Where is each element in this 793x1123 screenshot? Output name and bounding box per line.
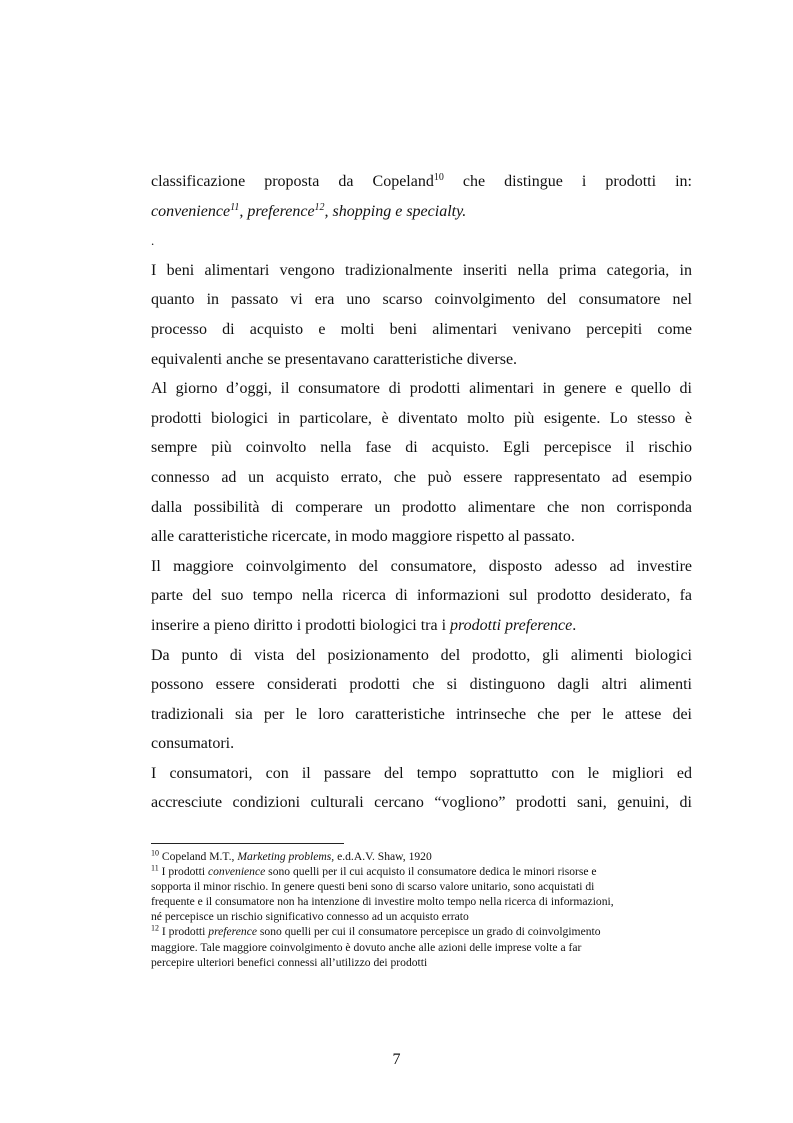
footnote-line: $^{11}$ I prodotti convenience sono quelli per il cui acquisto il consumatore dedica le minori risorse e (151, 863, 597, 879)
text-line: Al giorno d’oggi, il consumatore di prodotti alimentari in genere e quello di (151, 380, 692, 398)
page-number: 7 (392, 1051, 401, 1068)
text-line: processo di acquisto e molti beni alimentari venivano percepiti come (151, 320, 692, 338)
footnote-10 (151, 849, 692, 864)
text-line: parte del suo tempo nella ricerca di informazioni sul prodotto desiderato, fa (151, 587, 692, 605)
text-line: Il maggiore coinvolgimento del consumatore, disposto adesso ad investire (151, 557, 692, 575)
paragraph (151, 641, 692, 759)
text-line: prodotti biologici in particolare, è diventato molto più esigente. Lo stesso è (151, 409, 692, 427)
footnote-ref: 11 (230, 201, 240, 213)
text-line: convenience$^{11}$, preference$^{12}$, shopping e specialty. (151, 201, 467, 220)
footnote-ref: 12 (314, 201, 325, 213)
footnote-ref: 10 (433, 172, 444, 183)
paragraph (151, 256, 692, 374)
text-line: sempre più coinvolto nella fase di acquisto. Egli percepisce il rischio (151, 439, 692, 457)
footnote-11 (151, 864, 692, 924)
text-line: classificazione proposta da Copeland$^{10}$ che distingue i prodotti in: (151, 172, 692, 190)
footnote-separator (151, 843, 344, 844)
text-line: accresciute condizioni culturali cercano “vogliono” prodotti sani, genuini, di (151, 794, 692, 812)
text-line: quanto in passato vi era uno scarso coinvolgimento del consumatore nel (151, 291, 692, 309)
footnote-line: né percepisce un rischio significativo connesso ad un acquisto errato (151, 910, 469, 924)
text-line: Da punto di vista del posizionamento del prodotto, gli alimenti biologici (151, 646, 692, 664)
body-text (151, 167, 692, 818)
text-line: dalla possibilità di comperare un prodotto alimentare che non corrisponda (151, 498, 692, 516)
paragraph (151, 759, 692, 818)
text-line: connesso ad un acquisto errato, che può essere rappresentato ad esempio (151, 468, 692, 486)
footnote-line: sopporta il minor rischio. In genere questi beni sono di scarso valore unitario, sono acquistati di (151, 880, 595, 894)
text-line: inserire a pieno diritto i prodotti biologici tra i prodotti preference. (151, 616, 577, 634)
text-line: I beni alimentari vengono tradizionalmente inseriti nella prima categoria, in (151, 261, 692, 279)
text-line: consumatori. (151, 735, 235, 753)
footnote-line: frequente e il consumatore non ha intenzione di investire molto tempo nella ricerca di informazioni, (151, 895, 614, 909)
text-line: possono essere considerati prodotti che si distinguono dagli altri alimenti (151, 676, 692, 694)
paragraph (151, 552, 692, 641)
text-line: tradizionali sia per le loro caratteristiche intrinseche che per le attese dei (151, 705, 692, 723)
footnotes (151, 849, 692, 970)
footnote-line: $^{10}$ Copeland M.T., Marketing problems, e.d.A.V. Shaw, 1920 (151, 848, 432, 863)
paragraph (151, 167, 692, 226)
text-line: alle caratteristiche ricercate, in modo maggiore rispetto al passato. (151, 528, 575, 546)
paragraph (151, 374, 692, 552)
footnote-line: percepire ulteriori benefici connessi all’utilizzo dei prodotti (151, 955, 428, 969)
footnote-12 (151, 924, 692, 969)
text-line: I consumatori, con il passare del tempo soprattutto con le migliori ed (151, 764, 692, 782)
text-line: equivalenti anche se presentavano caratteristiche diverse. (151, 350, 518, 368)
footnote-line: $^{12}$ I prodotti preference sono quelli per cui il consumatore percepisce un grado di coinvolgimento (151, 924, 601, 939)
footnote-line: maggiore. Tale maggiore coinvolgimento è dovuto anche alle azioni delle imprese volte a far (151, 940, 582, 954)
stray-dot: . (151, 233, 155, 249)
